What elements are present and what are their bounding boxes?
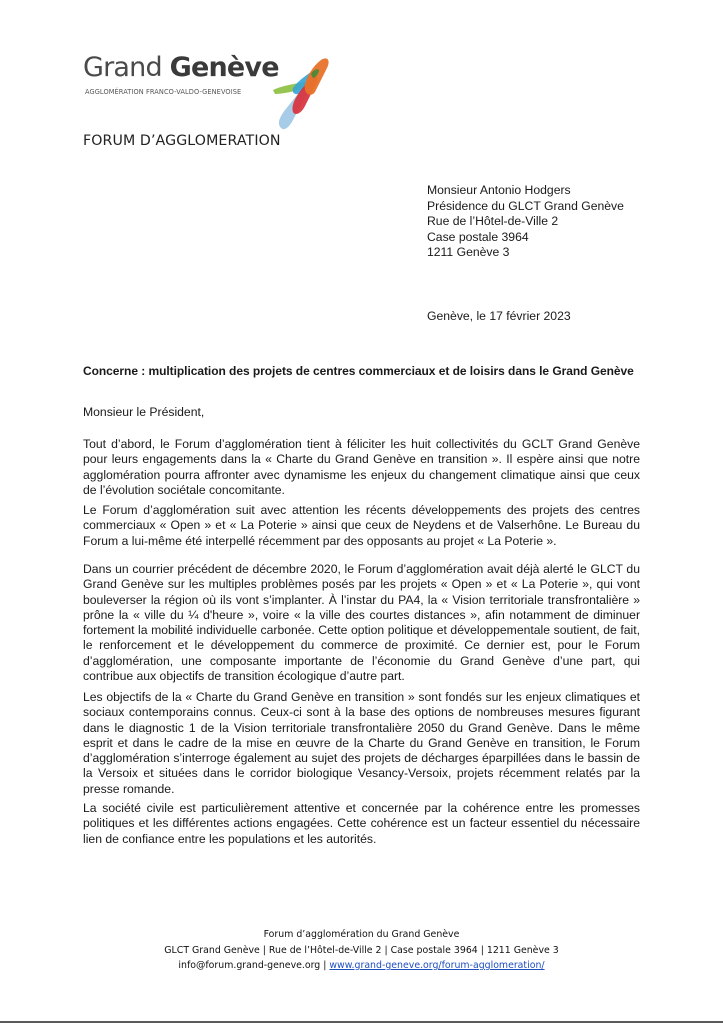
logo-title-light: Grand [83,52,170,83]
footer-website-link[interactable]: www.grand-geneve.org/forum-agglomeration/ [329,960,545,971]
footer-contact [0,958,723,974]
logo-subtitle: AGGLOMÉRATION FRANCO-VALDO-GENEVOISE [85,88,242,96]
footer-email[interactable]: info@forum.grand-geneve.org [178,960,321,971]
logo-swoosh-icon [271,54,331,132]
recipient-street: Rue de l’Hôtel-de-Ville 2 [427,214,559,229]
recipient-office: Présidence du GLCT Grand Genève [427,198,624,213]
forum-title: FORUM D’AGGLOMERATION [83,133,281,149]
body-paragraph-1: Tout d’abord, le Forum d’agglomération tient à féliciter les huit collectivités du GCLT Grand Genève pour leurs engagements dans la « Charte du Grand Genève en transition ». Il espère ainsi que notre agglomération pourra affronter avec dynamisme les enjeux du changement climatique ainsi que ceux de l’évolution sociétale concomitante. [83,437,640,497]
footer-address: GLCT Grand Genève | Rue de l’Hôtel-de-Ville 2 | Case postale 3964 | 1211 Genève 3 [164,944,559,956]
body-paragraph-5: La société civile est particulièrement attentive et concernée par la cohérence entre les promesses politiques et les différentes actions engagées. Cette cohérence est un facteur essentiel du nécessaire lien de confiance entre les populations et les autorités. [83,801,640,846]
footer-separator: | [320,960,330,971]
logo-title [83,52,279,84]
recipient-po-box: Case postale 3964 [427,229,529,244]
footer-organization: Forum d’agglomération du Grand Genève [263,929,460,940]
recipient-city: 1211 Genève 3 [427,245,510,260]
body-paragraph-2: Le Forum d’agglomération suit avec attention les récents développements des projets des centres commerciaux « Open » et « La Poterie » ainsi que ceux de Neydens et de Valserhône. Le Bureau du Forum a lui-même été interpellé récemment par des opposants au projet « La Poterie ». [83,503,640,548]
recipient-name: Monsieur Antonio Hodgers [427,183,571,197]
recipient-address [427,183,624,261]
body-paragraph-4: Les objectifs de la « Charte du Grand Genève en transition » sont fondés sur les enjeux climatiques et sociaux contemporains connus. Ceux-ci sont à la base des options de nombreuses mesures figurant dans le diagnostic 1 de la Vision territoriale transfrontalière 2050 du Grand Genève. Dans le même esprit et dans le cadre de la mise en œuvre de la Charte du Grand Genève en transition, le Forum d’agglomération s’interroge également au sujet des projets de décharges éparpillées dans le bassin de la Versoix et situées dans le corridor biologique Vesancy-Versoix, projets récemment relatés par la presse romande. [83,690,640,796]
logo-title-bold: Genève [169,52,279,83]
letter-date: Genève, le 17 février 2023 [427,309,571,323]
body-paragraph-3: Dans un courrier précédent de décembre 2020, le Forum d’agglomération avait déjà alerté le GLCT du Grand Genève sur les multiples problèmes posés par les projets « Open » et « La Poterie », qui vont bouleverser la région où ils vont s’implanter. À l’instar du PA4, la « Vision territoriale transfrontalière » prône la « ville du ¼ d'heure », voire « la ville des courtes distances », afin notamment de diminuer fortement la mobilité individuelle carbonée. Cette option politique et développementale soutient, de fait, le renforcement et le développement du commerce de proximité. Ce dernier est, pour le Forum d’agglomération, une composante importante de l’économie du Grand Genève d’une part, qui contribue aux objectifs de transition écologique d’autre part. [83,562,640,684]
grand-geneve-logo [83,52,343,132]
letter-subject: Concerne : multiplication des projets de centres commerciaux et de loisirs dans le Grand Genève [83,364,634,378]
salutation: Monsieur le Président, [83,405,205,419]
letter-footer [0,927,723,974]
